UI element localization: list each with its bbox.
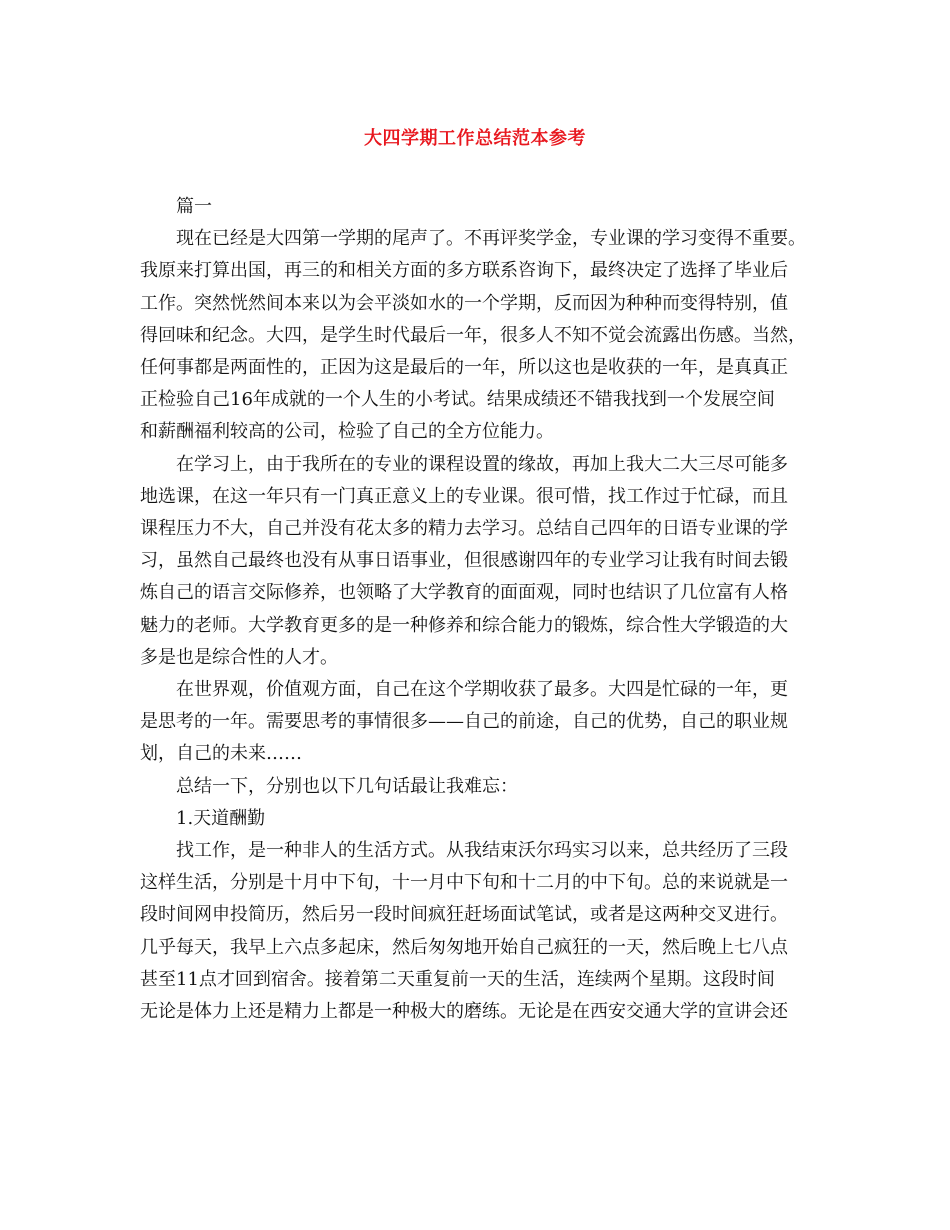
paragraph (140, 674, 812, 771)
text-line: 课程压力不大，自己并没有花太多的精力去学习。总结自己四年的日语专业课的学 (140, 518, 788, 540)
text-line: 炼自己的语言交际修养，也领略了大学教育的面面观，同时也结识了几位富有人格 (140, 582, 788, 604)
text-line: 1.天道酬勤 (176, 807, 266, 829)
text-line: 找工作，是一种非人的生活方式。从我结束沃尔玛实习以来，总共经历了三段 (176, 840, 788, 862)
text-line: 我原来打算出国，再三的和相关方面的多方联系咨询下，最终决定了选择了毕业后 (140, 260, 788, 282)
paragraph (140, 223, 812, 448)
text-line: 在学习上，由于我所在的专业的课程设置的缘故，再加上我大二大三尽可能多 (176, 453, 788, 475)
text-line: 无论是体力上还是精力上都是一种极大的磨练。无论是在西安交通大学的宣讲会还 (140, 1001, 788, 1023)
text-line: 习，虽然自己最终也没有从事日语事业，但很感谢四年的专业学习让我有时间去锻 (140, 550, 788, 572)
text-line: 地选课，在这一年只有一门真正意义上的专业课。很可惜，找工作过于忙碌，而且 (140, 485, 788, 507)
text-line: 和薪酬福利较高的公司，检验了自己的全方位能力。 (140, 421, 554, 443)
text-line: 工作。突然恍然间本来以为会平淡如水的一个学期，反而因为种种而变得特别，值 (140, 292, 788, 314)
paragraph (140, 449, 812, 674)
text-line: 在世界观，价值观方面，自己在这个学期收获了最多。大四是忙碌的一年，更 (176, 679, 788, 701)
text-line: 得回味和纪念。大四，是学生时代最后一年，很多人不知不觉会流露出伤感。当然， (140, 324, 806, 346)
text-line: 现在已经是大四第一学期的尾声了。不再评奖学金，专业课的学习变得不重要。 (176, 228, 806, 250)
text-line: 甚至11点才回到宿舍。接着第二天重复前一天的生活，连续两个星期。这段时间 (140, 968, 775, 990)
section-heading: 篇一 (176, 196, 212, 217)
text-line: 段时间网申投简历，然后另一段时间疯狂赶场面试笔试，或者是这两种交叉进行。 (140, 904, 788, 926)
text-line: 划，自己的未来…… (140, 743, 302, 765)
subheading (140, 803, 812, 835)
document-title: 大四学期工作总结范本参考 (364, 128, 586, 149)
text-line: 正检验自己16年成就的一个人生的小考试。结果成绩还不错我找到一个发展空间 (140, 389, 775, 411)
paragraph (140, 771, 812, 803)
text-line: 多是也是综合性的人才。 (140, 646, 338, 668)
text-line: 总结一下，分别也以下几句话最让我难忘： (176, 775, 518, 797)
document-body (140, 191, 812, 1028)
text-line: 几乎每天，我早上六点多起床，然后匆匆地开始自己疯狂的一天，然后晚上七八点 (140, 936, 788, 958)
text-line: 任何事都是两面性的，正因为这是最后的一年，所以这也是收获的一年，是真真正 (140, 357, 788, 379)
text-line: 魅力的老师。大学教育更多的是一种修养和综合能力的锻炼，综合性大学锻造的大 (140, 614, 788, 636)
text-line: 是思考的一年。需要思考的事情很多——自己的前途，自己的优势，自己的职业规 (140, 711, 788, 733)
text-line: 这样生活，分别是十月中下旬，十一月中下旬和十二月的中下旬。总的来说就是一 (140, 872, 788, 894)
paragraph (140, 835, 812, 1028)
